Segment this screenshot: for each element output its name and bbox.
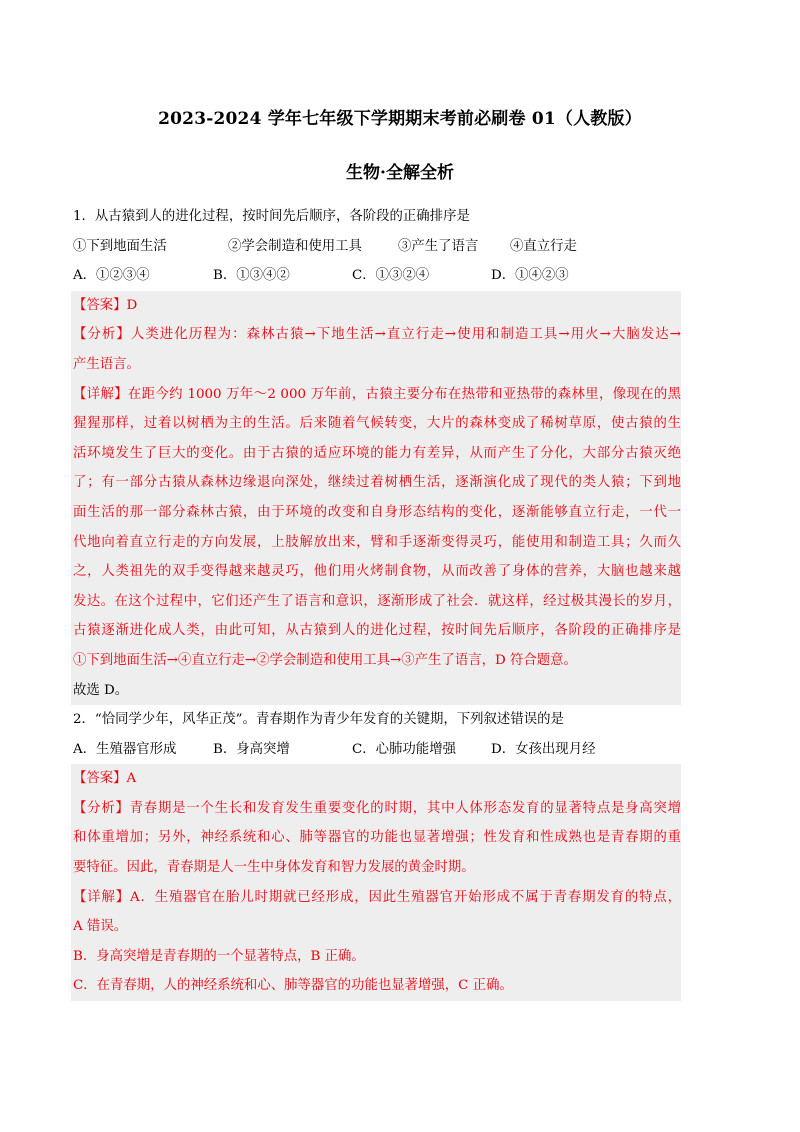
q1-detail-line: 之，人类祖先的双手变得越来越灵巧，他们用火烤制食物，从而改善了身体的营养，大脑也越来越 bbox=[73, 564, 681, 580]
q1-option-d: D．①④②③ bbox=[491, 268, 569, 284]
q1-item-1: ①下到地面生活 bbox=[73, 238, 167, 254]
question-2-options bbox=[73, 735, 681, 765]
q1-detail-line: 【详解】在距今约 1000 万年～2 000 万年前，古猿主要分布在热带和亚热带的森林里，像现在的黑 bbox=[73, 386, 681, 402]
q1-detail-line: 发达。在这个过程中，它们还产生了语言和意识，逐渐形成了社会．就这样，经过极其漫长的岁月， bbox=[73, 593, 681, 609]
q1-detail-line: 代地向着直立行走的方向发展，上肢解放出来，臂和手逐渐变得灵巧，能使用和制造工具；久而久 bbox=[73, 534, 681, 550]
q1-detail-line: 活环境发生了巨大的变化。由于古猿的适应环境的能力有差异，从而产生了分化，大部分古猿灭绝 bbox=[73, 445, 681, 461]
q2-analysis-line: 【分析】青春期是一个生长和发育发生重要变化的时期，其中人体形态发育的显著特点是身高突增 bbox=[73, 800, 681, 816]
q1-detail-line: 了；有一部分古猿从森林边缘退向深处，继续过着树栖生活，逐渐演化成了现代的类人猿；下到地 bbox=[73, 475, 681, 491]
q1-conclusion: 故选 D。 bbox=[73, 682, 129, 698]
q2-option-c: C．心肺功能增强 bbox=[352, 741, 456, 757]
page-subtitle: 生物·全解全析 bbox=[346, 163, 454, 183]
q2-detail-line: C．在青春期，人的神经系统和心、肺等器官的功能也显著增强，C 正确。 bbox=[73, 978, 513, 994]
q1-answer: 【答案】D bbox=[73, 297, 138, 313]
q1-option-a: A．①②③④ bbox=[73, 268, 150, 284]
q2-analysis-line: 要特征。因此，青春期是人一生中身体发育和智力发展的黄金时期。 bbox=[73, 860, 475, 876]
q2-detail-line: 【详解】A．生殖器官在胎儿时期就已经形成，因此生殖器官开始形成不属于青春期发育的特点， bbox=[73, 889, 681, 905]
q2-detail-line: B．身高突增是青春期的一个显著特点，B 正确。 bbox=[73, 948, 365, 964]
q1-analysis-line: 产生语言。 bbox=[73, 356, 140, 372]
question-1-options bbox=[73, 261, 681, 291]
question-1-items bbox=[73, 232, 681, 262]
question-2-stem: 2．“恰同学少年，风华正茂”。青春期作为青少年发育的关键期，下列叙述错误的是 bbox=[73, 712, 564, 728]
q1-detail-line: 面生活的那一部分森林古猿，由于环境的改变和自身形态结构的变化，逐渐能够直立行走，一代一 bbox=[73, 504, 681, 520]
question-1-solution bbox=[71, 291, 681, 705]
q2-option-b: B．身高突增 bbox=[213, 741, 290, 757]
question-1-stem: 1．从古猿到人的进化过程，按时间先后顺序，各阶段的正确排序是 bbox=[73, 209, 470, 224]
q1-item-2: ②学会制造和使用工具 bbox=[228, 238, 362, 254]
q1-detail-line: 猩猩那样，过着以树栖为主的生活。后来随着气候转变，大片的森林变成了稀树草原，使古猿的生 bbox=[73, 416, 681, 432]
q1-option-b: B．①③④② bbox=[213, 268, 290, 284]
q1-option-c: C．①③②④ bbox=[352, 268, 430, 284]
q2-analysis-line: 和体重增加；另外，神经系统和心、肺等器官的功能也显著增强；性发育和性成熟也是青春期的重 bbox=[73, 830, 681, 846]
q2-detail-line: A 错误。 bbox=[73, 919, 128, 935]
q1-item-3: ③产生了语言 bbox=[398, 238, 479, 254]
q1-analysis-line: 【分析】人类进化历程为：森林古猿→下地生活→直立行走→使用和制造工具→用火→大脑发达→ bbox=[73, 327, 681, 343]
q1-item-4: ④直立行走 bbox=[510, 238, 577, 254]
q1-detail-line: 古猿逐渐进化成人类，由此可知，从古猿到人的进化过程，按时间先后顺序，各阶段的正确排序是 bbox=[73, 623, 681, 639]
q2-option-a: A．生殖器官形成 bbox=[73, 741, 177, 757]
document-body bbox=[73, 202, 681, 1001]
q2-answer: 【答案】A bbox=[73, 771, 137, 787]
page-title: 2023-2024 学年七年级下学期期末考前必刷卷 01（人教版） bbox=[158, 109, 642, 129]
q2-option-d: D．女孩出现月经 bbox=[491, 741, 596, 757]
question-2-solution bbox=[71, 764, 681, 1001]
q1-detail-line: ①下到地面生活→④直立行走→②学会制造和使用工具→③产生了语言，D 符合题意。 bbox=[73, 652, 577, 668]
